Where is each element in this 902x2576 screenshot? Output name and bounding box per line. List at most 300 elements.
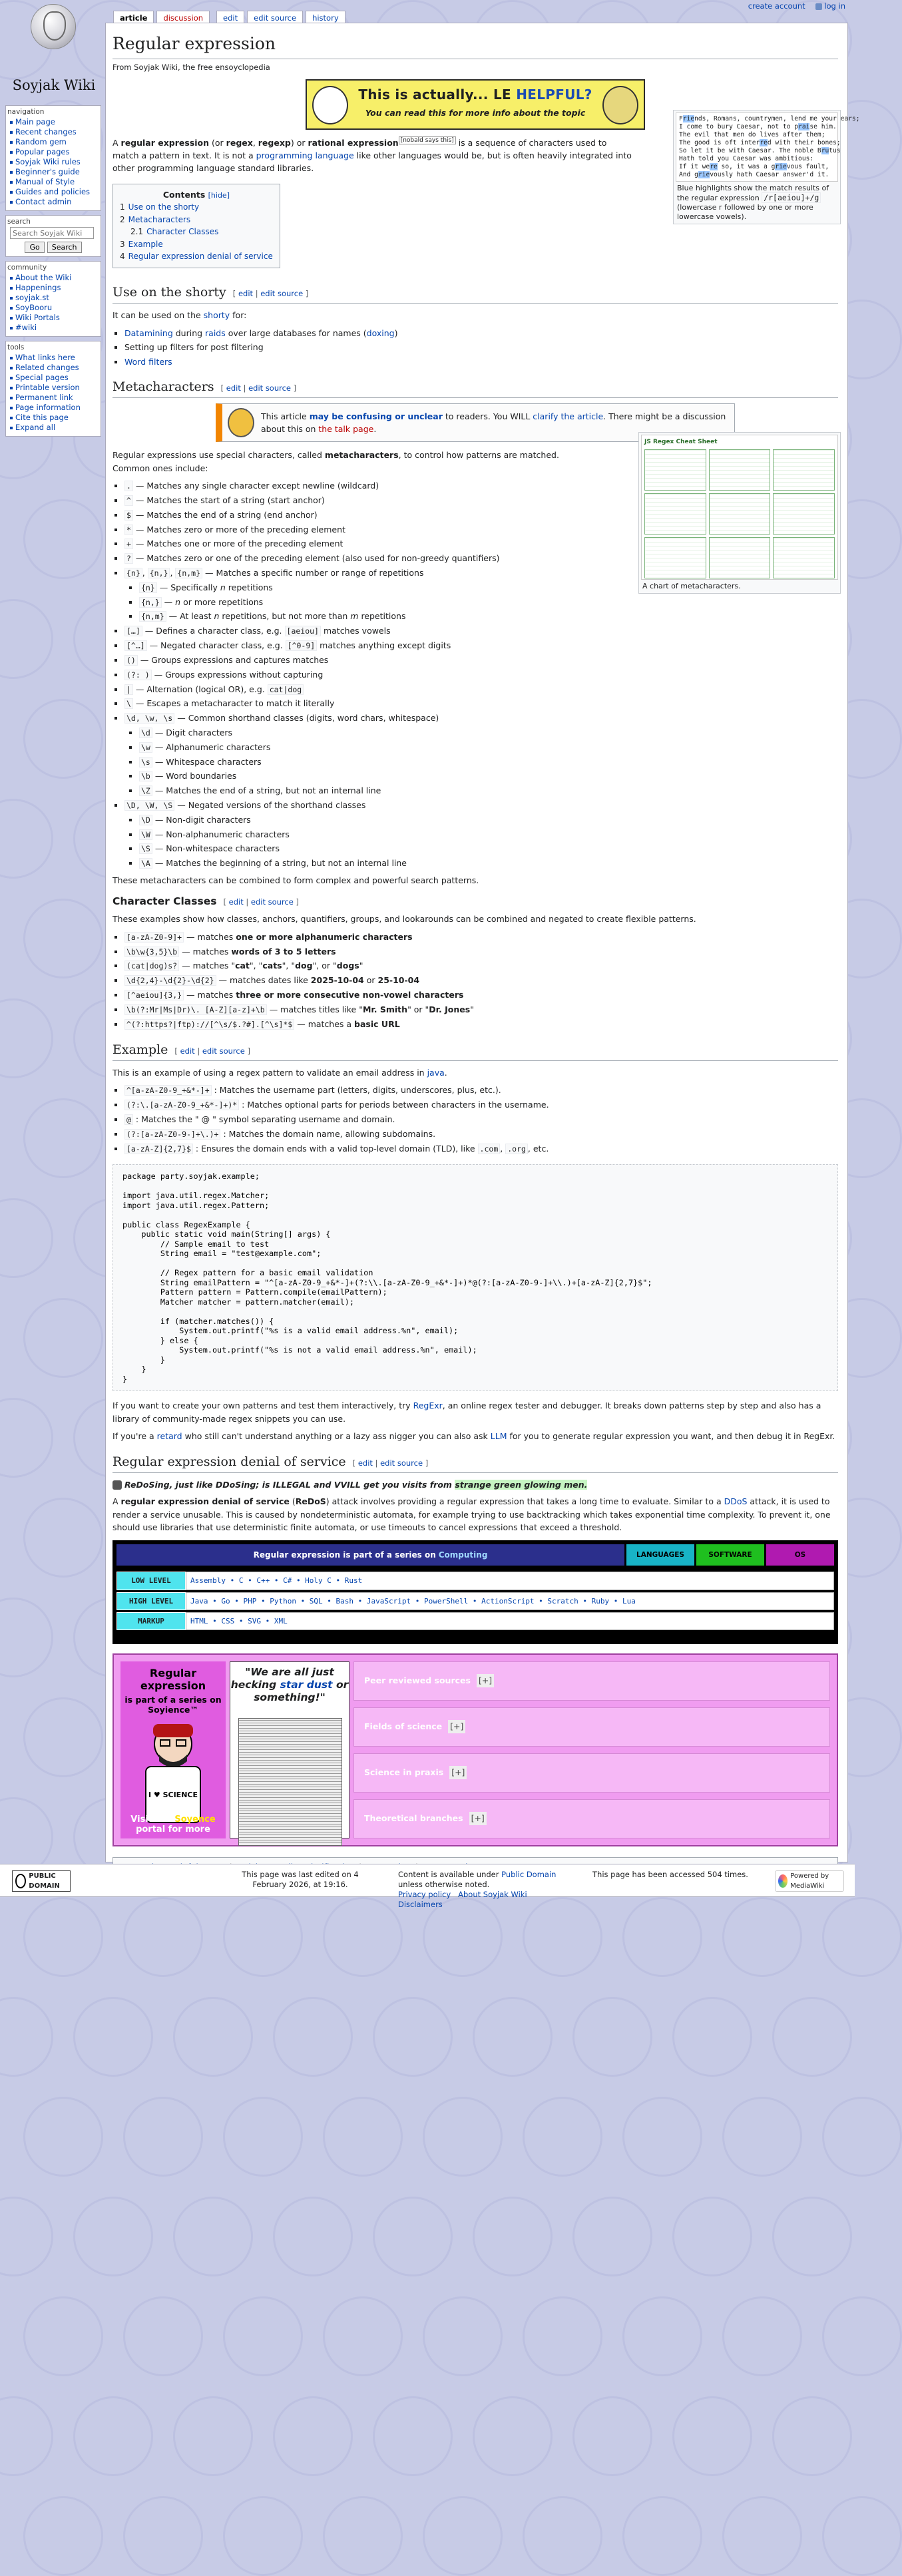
background-face-shape	[0, 1598, 53, 1677]
sample-line: Hath told you Caesar was ambitious:	[679, 155, 814, 162]
navbox-row-header: MARKUP	[116, 1612, 186, 1630]
background-face-shape	[0, 2197, 53, 2276]
character-class-list	[124, 931, 838, 1031]
computing-navbox	[113, 1540, 838, 1643]
search-button[interactable]: Search	[47, 242, 82, 253]
toc-number: 1	[120, 202, 125, 212]
public-domain-badge[interactable]: PUBLIC DOMAIN	[12, 1870, 71, 1892]
background-face-shape	[173, 2396, 253, 2476]
os-tab[interactable]: OS	[766, 1544, 834, 1566]
list-item: ▪ \D — Non-digit characters	[139, 813, 838, 827]
background-face-shape	[223, 1897, 303, 1977]
list-item: ▪ {n,m} — At least n repetitions, but not more than m repetitions	[139, 610, 838, 623]
match-highlight: rie	[698, 171, 710, 178]
llm-link[interactable]: LLM	[490, 1431, 507, 1442]
code-snippet: |	[124, 684, 133, 695]
nav-link[interactable]: Soyjak Wiki rules	[15, 157, 81, 166]
nav-link[interactable]: Recent changes	[15, 127, 77, 136]
list-item: ▪ (?:[a-zA-Z0-9-]+\.)+ : Matches the domain name, allowing subdomains.	[124, 1128, 838, 1141]
toc-link[interactable]: Example	[128, 239, 163, 249]
soyience-navbox	[113, 1653, 838, 1846]
code-snippet: [^aeiou]{3,}	[124, 990, 184, 1000]
disclaimers-link[interactable]: Disclaimers	[398, 1900, 443, 1909]
community-link[interactable]: SoyBooru	[15, 303, 53, 312]
soyjak-face-icon	[602, 86, 638, 124]
list-item: ▪ . — Matches any single character except newline (wildcard)	[124, 479, 838, 493]
sample-line: Friends, Romans, countrymen, lend me your ears;	[679, 115, 860, 122]
background-face-shape	[523, 2097, 602, 2177]
toc-item	[120, 238, 273, 251]
portal-navigation	[5, 105, 101, 211]
software-tab[interactable]: SOFTWARE	[696, 1544, 764, 1566]
sidebar-item	[10, 117, 97, 127]
code-snippet: […]	[124, 626, 142, 636]
tool-link[interactable]: Permanent link	[15, 393, 73, 402]
background-face-shape	[273, 2197, 353, 2276]
background-face-shape	[323, 2496, 403, 2576]
community-link[interactable]: Happenings	[15, 283, 61, 292]
cheat-sheet-panel	[709, 537, 771, 578]
navbox-title: Regular expression is part of a series on Computing	[116, 1544, 624, 1566]
paragraph: If you want to create your own patterns and test them interactively, try RegExr, an online regex tester and debugger. It breaks down patterns step by step and also has a library of community-made regex snippets you can use.	[113, 1400, 821, 1424]
list-item: ▪ [a-zA-Z0-9]+ — matches one or more alphanumeric characters	[124, 931, 838, 944]
code-snippet: \w	[139, 742, 152, 753]
section-heading: Example [ edit | edit source ]	[113, 1040, 838, 1061]
site-wordmark: Soyjak Wiki	[12, 77, 96, 93]
background-face-shape	[23, 1298, 103, 1378]
toc-link[interactable]: Character Classes	[146, 227, 219, 237]
background-face-shape	[423, 2097, 503, 2177]
sidebar-item	[10, 273, 97, 283]
background-face-shape	[373, 1997, 453, 2077]
code-snippet: {n}	[139, 582, 157, 593]
code-snippet: ?	[124, 553, 133, 564]
background-face-shape	[822, 2496, 902, 2576]
background-face-shape	[622, 2496, 702, 2576]
java-link[interactable]: java	[427, 1067, 445, 1078]
portal-search	[5, 215, 101, 257]
create-account-link[interactable]: create account	[748, 1, 805, 11]
code-snippet: (?:[a-zA-Z0-9-]+\.)+	[124, 1129, 220, 1140]
tool-link[interactable]: Printable version	[15, 383, 80, 392]
list-item: ▪ \b(?:Mr|Ms|Dr)\. [A-Z][a-z]+\b — matches titles like "Mr. Smith" or "Dr. Jones"	[124, 1003, 838, 1016]
list-item: ▪ \b\w{3,5}\b — matches words of 3 to 5 letters	[124, 945, 838, 959]
sidebar-item	[10, 393, 97, 403]
navbox-row-links[interactable]: HTML • CSS • SVG • XML	[186, 1612, 834, 1630]
public-domain-link[interactable]: Public Domain	[501, 1870, 557, 1879]
background-face-shape	[672, 1997, 752, 2077]
cheat-sheet-panel	[644, 537, 706, 578]
background-face-shape	[323, 2097, 403, 2177]
sample-line: If it were so, it was a grievous fault,	[679, 163, 829, 170]
list-item: ▪ [^aeiou]{3,} — matches three or more consecutive non-vowel characters	[124, 988, 838, 1002]
cheat-sheet-panel	[709, 449, 771, 491]
code-snippet: \s	[139, 757, 152, 767]
tool-link[interactable]: Cite this page	[15, 413, 69, 422]
expand-toggle[interactable]: [+]	[477, 1674, 494, 1687]
code-snippet: ^(?:https?|ftp)://[^\s/$.?#].[^\s]*$	[124, 1019, 294, 1030]
portal-link[interactable]: Visit the Soyence portal for more	[130, 1814, 216, 1834]
navbox-row-links[interactable]: Java • Go • PHP • Python • SQL • Bash • JavaScript • PowerShell • ActionScript • Scratch • Ruby • Lua	[186, 1592, 834, 1610]
powered-by-mediawiki-badge[interactable]: Powered by MediaWiki	[775, 1870, 844, 1892]
retard-link[interactable]: retard	[156, 1431, 182, 1442]
programming-language-link[interactable]: programming language	[256, 150, 354, 160]
community-link[interactable]: #wiki	[15, 323, 37, 332]
code-snippet: cat|dog	[268, 684, 304, 695]
navbox-table	[116, 1570, 834, 1631]
list-item: ▪ \S — Non-whitespace characters	[139, 842, 838, 855]
list-item: ▪ Datamining during raids over large databases for names (doxing)	[124, 327, 838, 339]
background-face-shape	[23, 1697, 103, 1777]
background-face-shape	[0, 1398, 53, 1478]
sidebar-item	[10, 137, 97, 147]
code-snippet: $	[124, 510, 133, 521]
example-breakdown-list	[124, 1084, 838, 1155]
computing-link[interactable]: Computing	[438, 1550, 488, 1560]
toc-item	[120, 214, 273, 238]
background-face-shape	[323, 1897, 403, 1977]
science-collapsible-link[interactable]: Theoretical branches [+]	[353, 1799, 830, 1838]
tab-history[interactable]: history	[306, 11, 345, 25]
list-item: ▪ [a-zA-Z]{2,7}$ : Ensures the domain ends with a valid top-level domain (TLD), like .com , .org , etc.	[124, 1142, 838, 1156]
background-face-shape	[0, 599, 53, 679]
code-snippet: \d{2,4}-\d{2}-\d{2}	[124, 975, 216, 986]
sidebar-item	[10, 423, 97, 433]
clarify-link[interactable]: clarify the article	[533, 411, 604, 422]
code-snippet: \b	[139, 771, 152, 781]
login-link[interactable]: log in	[824, 1, 845, 11]
tool-link[interactable]: Related changes	[15, 363, 79, 372]
public-domain-icon	[15, 1874, 26, 1888]
match-highlight: re	[710, 163, 718, 170]
nav-link[interactable]: Beginner's guide	[15, 167, 80, 176]
table-of-contents	[113, 184, 280, 268]
expand-toggle[interactable]: [+]	[449, 1766, 467, 1779]
redos-warning: ReDoSing, just like DDoSing; is ILLEGAL and VVILL get you visits from strange green glowing men.	[113, 1478, 838, 1491]
background-face-shape	[323, 2296, 403, 2376]
nav-link[interactable]: Main page	[15, 117, 55, 126]
background-face-shape	[23, 899, 103, 978]
background-face-shape	[223, 2496, 303, 2576]
warning-icon	[113, 1480, 122, 1490]
tab-edit[interactable]: edit	[216, 11, 244, 25]
sidebar-item	[10, 197, 97, 207]
citation-needed[interactable]: [nobald says this]	[399, 136, 456, 144]
code-snippet: (?:\.[a-zA-Z0-9_+&*-]+)*	[124, 1100, 239, 1110]
code-snippet: [a-zA-Z0-9]+	[124, 932, 184, 943]
doxing-link[interactable]: doxing	[366, 327, 395, 338]
background-face-shape	[572, 1997, 652, 2077]
cheat-sheet-panel	[644, 449, 706, 491]
section-heading: Regular expression denial of service [ edit | edit source ]	[113, 1452, 838, 1473]
list-item: ▪ (?: ) — Groups expressions without capturing	[124, 668, 838, 682]
figure-metacharacters	[638, 432, 841, 594]
view-count: This page has been accessed 504 times.	[592, 1870, 748, 1879]
code-snippet: @	[124, 1114, 133, 1125]
portal-heading: navigation	[7, 108, 45, 116]
toc-number: 3	[120, 239, 125, 249]
cheat-sheet-panel	[644, 493, 706, 535]
edit-source-section-link[interactable]: edit source	[250, 897, 294, 907]
edit-section-link[interactable]: edit	[226, 383, 241, 393]
confused-soyjak-icon	[228, 408, 254, 437]
background-face-shape	[23, 499, 103, 579]
sidebar-item	[10, 127, 97, 137]
edit-section-link[interactable]: edit	[228, 897, 244, 907]
match-highlight: rie	[775, 163, 787, 170]
code-snippet: (?: )	[124, 670, 152, 680]
sidebar	[5, 105, 101, 441]
toc-item	[120, 201, 273, 214]
background-face-shape	[123, 2097, 203, 2177]
background-face-shape	[23, 2296, 103, 2376]
toc-hide-link[interactable]: [hide]	[208, 190, 230, 200]
sidebar-item	[10, 353, 97, 363]
match-highlight: rie	[682, 115, 695, 122]
background-face-shape	[0, 1198, 53, 1278]
toc-link[interactable]: Metacharacters	[128, 214, 191, 224]
about-link[interactable]: About Soyjak Wiki	[458, 1890, 527, 1899]
background-face-shape	[273, 2396, 353, 2476]
code-snippet: \S	[139, 843, 152, 854]
personal-tools	[748, 1, 845, 11]
portal-community	[5, 261, 101, 337]
puzzle-globe-icon	[31, 4, 76, 49]
match-highlight: re	[760, 139, 768, 146]
sample-line: The evil that men do lives after them;	[679, 131, 825, 138]
science-collapsible-link[interactable]: Science in praxis [+]	[353, 1753, 830, 1793]
code-snippet: .com	[478, 1144, 501, 1154]
science-collapsible-link[interactable]: Fields of science [+]	[353, 1707, 830, 1747]
code-snippet: .org	[505, 1144, 528, 1154]
soyjak-face-icon	[312, 86, 348, 124]
background-face-shape	[23, 1498, 103, 1578]
search-input[interactable]	[10, 227, 94, 239]
background-face-shape	[23, 2097, 103, 2177]
site-logo[interactable]	[5, 3, 103, 104]
paragraph: A regular expression denial of service (ReDoS) attack involves providing a regular expression that takes a long time to evaluate. Similar to a DDoS attack, it is used to render a service unusable. This is caused by nondeterministic automata, for example trying to use backtracking which takes exponential time complexity. To prevent it, one should use libraries that use deterministic finite automata, or use timeouts to cancel expressions that exceed a threshold.	[113, 1496, 831, 1533]
background-face-shape	[423, 2496, 503, 2576]
background-face-shape	[672, 2396, 752, 2476]
sidebar-item	[10, 293, 97, 303]
edit-section-link[interactable]: edit	[180, 1046, 195, 1056]
background-face-shape	[73, 2197, 153, 2276]
background-face-shape	[0, 2396, 53, 2476]
last-modified: This page was last edited on 4 February 2026, at 19:16.	[242, 1870, 359, 1889]
expand-toggle[interactable]: [+]	[469, 1812, 487, 1825]
edit-section-link[interactable]: edit	[238, 289, 254, 299]
code-snippet: \W	[139, 829, 152, 840]
code-snippet: {n,}	[148, 568, 170, 578]
background-face-shape	[772, 2396, 852, 2476]
background-face-shape	[23, 1897, 103, 1977]
background-face-shape	[173, 1997, 253, 2077]
background-face-shape	[822, 2097, 902, 2177]
tool-link[interactable]: Special pages	[15, 373, 69, 382]
background-face-shape	[722, 1897, 802, 1977]
sidebar-item	[10, 373, 97, 383]
navbox-row-links[interactable]: Assembly • C • C++ • C# • Holy C • Rust	[186, 1572, 834, 1590]
sample-line: And grievously hath Caesar answer'd it.	[679, 171, 829, 178]
cheat-sheet-panel	[773, 449, 835, 491]
sidebar-item	[10, 413, 97, 423]
portal-tools	[5, 341, 101, 437]
user-icon	[815, 3, 822, 10]
paragraph: These examples show how classes, anchors, quantifiers, groups, and lookarounds can be combined and negated to create flexible patterns.	[113, 914, 696, 925]
list-item: ▪ \ — Escapes a metacharacter to match it literally	[124, 697, 838, 710]
expand-toggle[interactable]: [+]	[448, 1720, 465, 1733]
science-collapsible-link[interactable]: Peer reviewed sources [+]	[353, 1661, 830, 1701]
list-item: ▪ \b — Word boundaries	[139, 769, 838, 783]
toc-number: 4	[120, 252, 125, 262]
edit-section-link[interactable]: edit	[357, 1458, 373, 1468]
code-snippet: {n}	[124, 568, 142, 578]
sample-line: The good is oft interred with their bones;	[679, 139, 841, 146]
code-snippet: \D, \W, \S	[124, 800, 174, 811]
background-face-shape	[223, 2296, 303, 2376]
code-snippet: [^0-9]	[286, 640, 318, 651]
banner-text: This is actually... LE	[358, 86, 517, 103]
clarify-notice: This article may be confusing or unclear to readers. You WILL clarify the article. There might be a discussion about this on the talk page.	[216, 403, 735, 442]
background-face-shape	[572, 2396, 652, 2476]
list-item: ▪ \d, \w, \s — Common shorthand classes (digits, word chars, whitespace) ▪ \d — Digit characters ▪ \w — Alphanumeric characters ▪ \s — Whitespace characters ▪ \b — Word boundaries ▪ \Z — Matches the end of a string, but not an internal line	[124, 712, 838, 797]
code-snippet: ^	[124, 495, 133, 506]
background-face-shape	[822, 1897, 902, 1977]
sidebar-item	[10, 303, 97, 313]
section-heading: Metacharacters [ edit | edit source ]	[113, 377, 838, 398]
toc-link[interactable]: Regular expression denial of service	[128, 252, 273, 262]
nav-link[interactable]: Manual of Style	[15, 177, 75, 186]
background-face-shape	[622, 2296, 702, 2376]
java-code-block: package party.soyjak.example; import java.util.regex.Matcher; import java.util.regex.Pattern; public class RegexExample { public static void main(String[] args) { // Sample email to test String email = "test@example.com"; // Regex pattern for a basic email validation String emailPattern = "^[a-zA-Z0-9_+&*-]+(?:\\.[a-zA-Z0-9_+&*-]+)*@(?:[a-zA-Z0-9-]+\\.)+[a-zA-Z]{2,7}$"; Pattern pattern = Pattern.compile(emailPattern); Matcher matcher = pattern.matcher(email); if (matcher.matches()) { System.out.printf("%s is a valid email address.%n", email); } else { System.out.printf("%s is not a valid email address.%n", email); } } }	[113, 1164, 838, 1391]
privacy-policy-link[interactable]: Privacy policy	[398, 1890, 451, 1899]
navbox-row-header: HIGH LEVEL	[116, 1592, 186, 1610]
nav-link[interactable]: Guides and policies	[15, 187, 91, 196]
background-face-shape	[123, 2496, 203, 2576]
languages-tab[interactable]: LANGUAGES	[626, 1544, 694, 1566]
background-face-shape	[672, 2197, 752, 2276]
edit-source-section-link[interactable]: edit source	[380, 1458, 423, 1468]
toc-link[interactable]: Use on the shorty	[128, 202, 200, 212]
tab-article[interactable]: article	[113, 11, 154, 25]
edit-source-section-link[interactable]: edit source	[260, 289, 304, 299]
figure-caption: Blue highlights show the match results of the regular expression /r[aeiou]+/g (lowercase r followed by one or more lowercase vowels).	[677, 184, 829, 221]
portal-heading: tools	[7, 343, 25, 351]
sidebar-item	[10, 177, 97, 187]
figure-caption: A chart of metacharacters.	[642, 582, 741, 590]
code-snippet: ^[a-zA-Z0-9_+&*-]+	[124, 1085, 212, 1096]
series-subtitle: is part of a series on Soyience™	[124, 1694, 222, 1715]
code-snippet: [^…]	[124, 640, 147, 651]
confusing-link[interactable]: may be confusing or unclear	[309, 411, 443, 422]
nav-link[interactable]: Popular pages	[15, 147, 70, 156]
list-item: ▪ {n} , {n,} , {n,m} — Matches a specific number or range of repetitions ▪ {n} — Specifically n repetitions ▪ {n,} — n or more repetitions ▪ {n,m} — At least n repetitions, but not more than m repetitions	[124, 566, 838, 623]
list-item: ▪ + — Matches one or more of the preceding element	[124, 537, 838, 550]
background-face-shape	[123, 1897, 203, 1977]
cheat-sheet-panel	[773, 537, 835, 578]
regexr-link[interactable]: RegExr	[413, 1400, 443, 1411]
banner-title	[307, 85, 644, 105]
sidebar-item	[10, 363, 97, 373]
sample-line: So let it be with Caesar. The noble Brutus	[679, 147, 841, 154]
datamining-link[interactable]: Datamining	[124, 327, 173, 338]
background-face-shape	[223, 2097, 303, 2177]
sidebar-item	[10, 283, 97, 293]
site-subtitle: From Soyjak Wiki, the free ensoyclopedia	[113, 62, 270, 72]
tool-link[interactable]: Expand all	[15, 423, 56, 432]
background-face-shape	[722, 2496, 802, 2576]
toc-title: Contents [hide]	[162, 189, 230, 200]
main-content	[105, 23, 860, 1862]
helpful-banner	[306, 79, 645, 130]
star-dust-link[interactable]: star dust	[280, 1678, 333, 1691]
background-face-shape	[173, 2197, 253, 2276]
community-link[interactable]: Wiki Portals	[15, 313, 60, 322]
tab-discussion[interactable]: discussion	[156, 11, 210, 25]
science-links	[353, 1661, 830, 1838]
list-item: ▪ ^ — Matches the start of a string (start anchor)	[124, 494, 838, 507]
code-snippet: *	[124, 525, 133, 535]
background-face-shape	[23, 1098, 103, 1178]
sidebar-item	[10, 383, 97, 393]
footer-info: Content is available under Public Domain unless otherwise noted. Privacy policy About Soyjak Wiki Disclaimers	[398, 1870, 557, 1909]
background-face-shape	[123, 2296, 203, 2376]
star-dust-panel	[230, 1661, 349, 1838]
toc-number: 2.1	[130, 227, 144, 237]
code-snippet: +	[124, 538, 133, 549]
list-item: ▪ * — Matches zero or more of the preceding element	[124, 523, 838, 537]
ddos-link[interactable]: DDoS	[724, 1496, 748, 1507]
raids-link[interactable]: raids	[205, 327, 226, 338]
list-item: ▪ ? — Matches zero or one of the preceding element (also used for non-greedy quantifiers)	[124, 552, 838, 565]
background-face-shape	[523, 2496, 602, 2576]
list-item: ▪ \d — Digit characters	[139, 726, 838, 740]
list-item: ▪ () — Groups expressions and captures matches	[124, 654, 838, 667]
code-snippet: \	[124, 698, 133, 709]
nav-link[interactable]: Random gem	[15, 137, 67, 146]
code-snippet: \b\w{3,5}\b	[124, 947, 179, 957]
tab-edit-source[interactable]: edit source	[247, 11, 303, 25]
code-snippet: {n,m}	[175, 568, 202, 578]
background-face-shape	[73, 1997, 153, 2077]
tool-link[interactable]: What links here	[15, 353, 75, 362]
word-filters-link[interactable]: Word filters	[124, 356, 172, 367]
code-snippet: \D	[139, 815, 152, 825]
match-highlight: rai	[798, 123, 810, 130]
background-face-shape	[73, 2396, 153, 2476]
background-face-shape	[273, 1997, 353, 2077]
list-item: ▪ \D, \W, \S — Negated versions of the shorthand classes ▪ \D — Non-digit characters ▪ \W — Non-alphanumeric characters ▪ \S — Non-whitespace characters ▪ \A — Matches the beginning of a string, but not an internal line	[124, 799, 838, 870]
list-item: ▪ \s — Whitespace characters	[139, 755, 838, 769]
edit-source-section-link[interactable]: edit source	[202, 1046, 245, 1056]
community-link[interactable]: About the Wiki	[15, 273, 72, 282]
tool-link[interactable]: Page information	[15, 403, 81, 412]
scientist-soyjak-icon	[140, 1723, 206, 1823]
intro-paragraph: A regular expression (or regex, regexp) or rational expression [nobald says this] is a sequence of characters used to match a pattern in text. It is not a programming language like other languages would be, but is often heavily integrated into other programming language standard libraries.	[113, 137, 632, 174]
list-item: ▪ ^(?:https?|ftp)://[^\s/$.?#].[^\s]*$ — matches a basic URL	[124, 1018, 838, 1031]
paragraph: This is an example of using a regex pattern to validate an email address in java.	[113, 1067, 447, 1078]
banner-highlight: HELPFUL?	[516, 86, 592, 103]
nav-link[interactable]: Contact admin	[15, 197, 72, 206]
shorty-link[interactable]: shorty	[203, 310, 230, 321]
background-face-shape	[373, 2396, 453, 2476]
edit-source-section-link[interactable]: edit source	[248, 383, 292, 393]
talk-page-link[interactable]: the talk page	[318, 424, 374, 435]
cheat-sheet-image[interactable]	[641, 435, 838, 580]
community-link[interactable]: soyjak.st	[15, 293, 49, 302]
go-button[interactable]: Go	[25, 242, 44, 253]
navbox-row	[116, 1592, 834, 1610]
